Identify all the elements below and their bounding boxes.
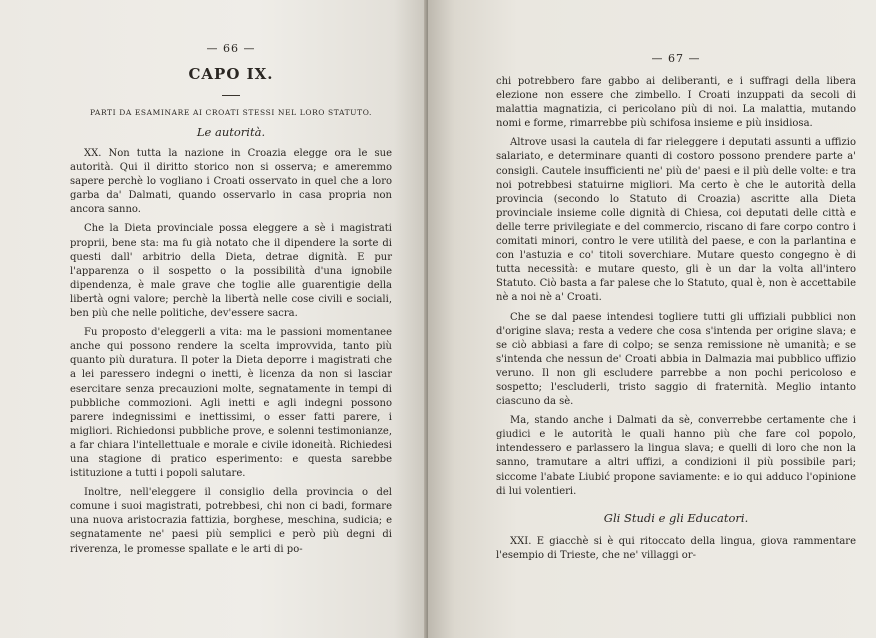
section-title-authorities: Le autorità. bbox=[196, 125, 266, 139]
paragraph: Fu proposto d'eleggerli a vita: ma le passioni momentanee anche qui possono rendere la scelta improvvida, tanto più quanto più duratura. Il poter la Dieta deporre i magistrati che a lei paressero indegni o inetti, è licenza da non si lasciar esercitare senza precauzioni molte, segnatamente in tempi di pubbliche commozioni. Agli inetti e agli indegni possono parere indegnissimi e inettissimi, o esser fatti parere, i migliori. Richiedonsi pubbliche prove, e solenni testimonianze, a far chiara l'intellettuale e morale e civile idoneità. Richiedesi una stagione di pratico esperimento: e questa sarebbe istituzione a tutti i popoli salutare. bbox=[70, 327, 392, 480]
right-page bbox=[428, 0, 876, 638]
paragraph: Inoltre, nell'eleggere il consiglio della provincia o del comune i suoi magistrati, potrebbesi, chi non ci badi, formare una nuova aristocrazia fattizia, borghese, meschina, sudicia; e segnatamente ne' paesi più semplici e però più degni di riverenza, le promesse spallate e le arti di po- bbox=[70, 487, 392, 555]
title-rule bbox=[222, 95, 240, 96]
left-page bbox=[0, 0, 428, 638]
paragraph: Altrove usasi la cautela di far rieleggere i deputati assunti a uffizio salariato, e determinare quanti di costoro possono prendere parte a' consigli. Cautele insufficienti ne' più de' paesi e il più delle volte: e tra noi potrebbesi statuirne migliori. Ma certo è che le autorità della provincia (secondo lo Statuto di Croazia) ascritte alla Dieta provinciale insieme colle dignità di Chiesa, coi deputati delle città e delle terre privilegiate e del commercio, riscano di fare corpo contro i comitati minori, contro le vere utilità del paese, e con la parlantina e con l'astuzia e co' titoli soverchiare. Mutare questo congegno è di tutta necessità: e mutare questo, gli è un dar la volta all'intero Statuto. Ciò basta a far palese che lo Statuto, qual è, non è accettabile nè a noi nè a' Croati. bbox=[496, 137, 856, 304]
section-title-studies: Gli Studi e gli Educatori. bbox=[603, 510, 749, 525]
paragraph: Che la Dieta provinciale possa eleggere a sè i magistrati proprii, bene sta: ma fu già notato che il dipendere la sorte di questi dall' arbitrio della Dieta, detrae dignità. E pur l'apparenza o il sospetto o la possibilità d'una ignobile dipendenza, è male grave che toglie alle guarentigie della libertà ogni valore; perchè la libertà nelle cose civili e sociali, ben più che nelle politiche, dev'essere sacra. bbox=[70, 223, 392, 320]
paragraph: chi potrebbero fare gabbo ai deliberanti, e i suffragi della libera elezione non essere che zimbello. I Croati inzuppati da secoli di malattia magnatizia, ci pericolano più di noi. La malattia, mutando nomi e forme, rimarrebbe più schifosa insieme e più insidiosa. bbox=[496, 76, 856, 130]
page-number-left: — 66 — bbox=[206, 42, 256, 55]
paragraph: XXI. E giacchè si è qui ritoccato della lingua, giova rammentare l'esempio di Trieste, che ne' villaggi or- bbox=[496, 535, 856, 561]
paragraph: Che se dal paese intendesi togliere tutti gli uffiziali pubblici non d'origine slava; resta a vedere che cosa s'intenda per origine slava; e se ciò abbiasi a fare di colpo; se senza remissione nè umanità; e se s'intenda che nessun de' Croati abbia in Dalmazia mai pubblico uffizio veruno. Il non gli escludere parrebbe a non pochi pericoloso e sospetto; l'escluderli, tristo saggio di fraternità. Meglio intanto ciascuno da sè. bbox=[496, 311, 856, 408]
page-number-right: — 67 — bbox=[651, 52, 701, 65]
paragraph: XX. Non tutta la nazione in Croazia elegge ora le sue autorità. Qui il diritto storico non si osserva; e ameremmo sapere perchè lo vogliano i Croati osservato in quel che a loro garba da' Dalmati, quando osservarlo in casa propria non ancora sanno. bbox=[70, 148, 392, 216]
paragraph: Ma, stando anche i Dalmati da sè, converrebbe certamente che i giudici e le autorità le quali hanno più che fare col popolo, intendessero e parlassero la lingua slava; e quelli di loro che non la sanno, tramutare a altri uffizi, a condizioni il più possibile pari; siccome l'abate Liubić propone saviamente: e io qui adduco l'opinione di lui volentieri. bbox=[496, 415, 856, 497]
chapter-subtitle: PARTI DA ESAMINARE AI CROATI STESSI NEL LORO STATUTO. bbox=[89, 108, 373, 117]
chapter-title: CAPO IX. bbox=[188, 65, 274, 83]
